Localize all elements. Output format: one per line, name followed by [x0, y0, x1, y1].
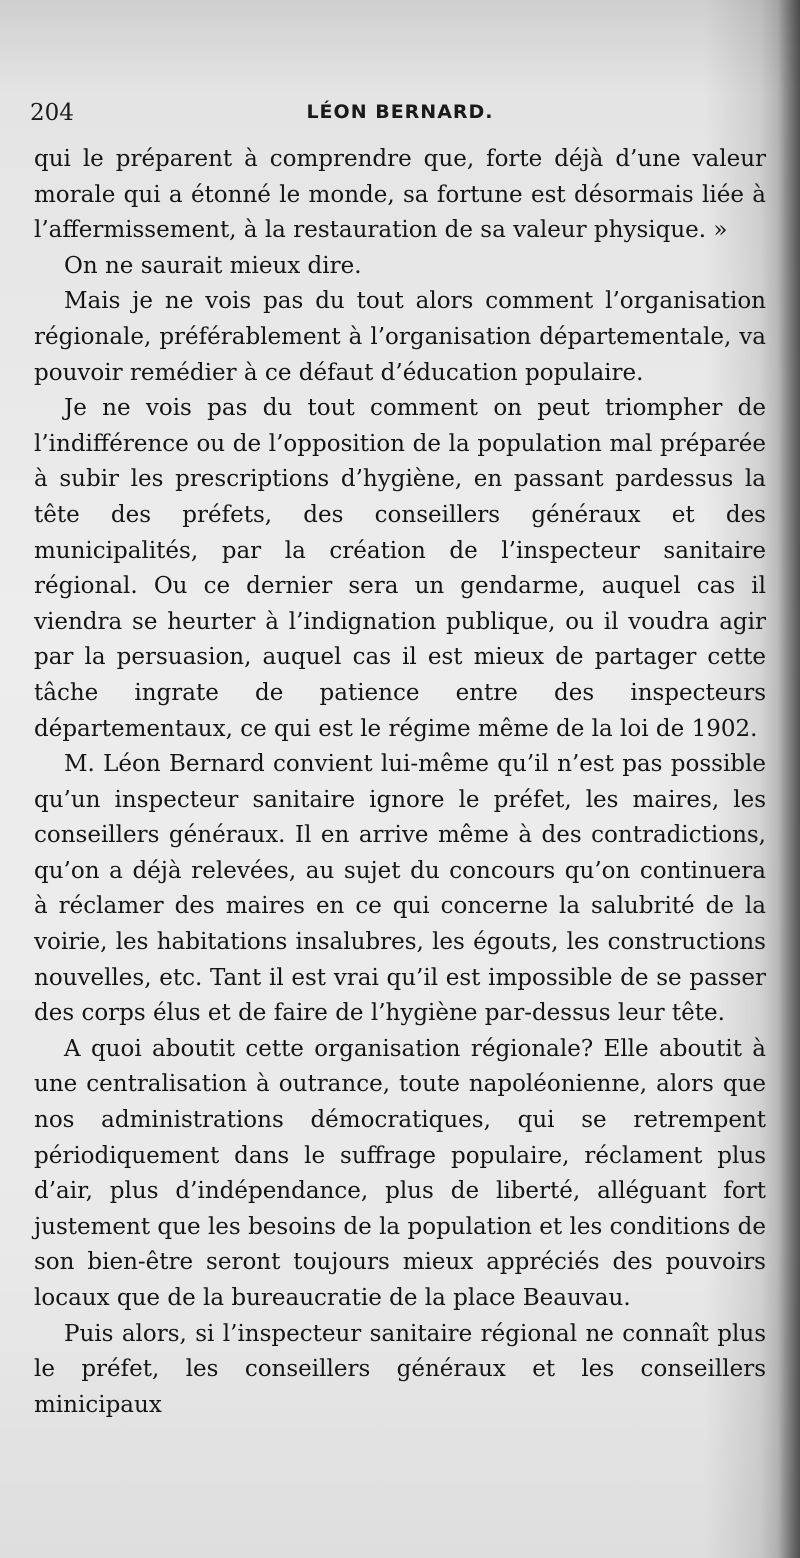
paragraph-continuation: qui le préparent à comprendre que, forte déjà d’une valeur morale qui a étonné le monde, sa fortune est désormais liée à l’affermissement, à la restauration de sa valeur physique. »: [34, 146, 766, 244]
paragraph: M. Léon Bernard convient lui-même qu’il n’est pas possible qu’un inspecteur sanitaire ignore le préfet, les maires, les conseillers généraux. Il en arrive même à des contradictions, qu’on a déjà relevées, au sujet du concours qu’on continuera à réclamer des maires en ce qui concerne la salubrité de la voirie, les habitations insalubres, les égouts, les constructions nouvelles, etc. Tant il est vrai qu’il est impossible de se passer des corps élus et de faire de l’hygiène par-dessus leur tête.: [34, 751, 766, 1027]
page-number: 204: [30, 100, 74, 126]
page-header: [30, 100, 770, 134]
running-head: LÉON BERNARD.: [306, 101, 494, 123]
paragraph: Puis alors, si l’inspecteur sanitaire régional ne connaît plus le préfet, les conseillers généraux et les conseillers minicipaux: [34, 1320, 766, 1418]
body-text: [34, 142, 766, 1423]
paragraph: Je ne vois pas du tout comment on peut triompher de l’indifférence ou de l’opposition de la population mal préparée à subir les prescriptions d’hygiène, en passant pardessus la tête des préfets, des conseillers généraux et des municipalités, par la création de l’inspecteur sanitaire régional. Ou ce dernier sera un gendarme, auquel cas il viendra se heurter à l’indignation publique, ou il voudra agir par la persuasion, auquel cas il est mieux de partager cette tâche ingrate de patience entre des inspecteurs départementaux, ce qui est le régime même de la loi de 1902.: [34, 395, 766, 742]
page-edge-shadow: [778, 0, 800, 1558]
paragraph: A quoi aboutit cette organisation régionale? Elle aboutit à une centralisation à outrance, toute napoléonienne, alors que nos administrations démocratiques, qui se retrempent périodiquement dans le suffrage populaire, réclament plus d’air, plus d’indépendance, plus de liberté, alléguant fort justement que les besoins de la population et les conditions de son bien-être seront toujours mieux appréciés des pouvoirs locaux que de la bureaucratie de la place Beauvau.: [34, 1035, 766, 1311]
paragraph: Mais je ne vois pas du tout alors comment l’organisation régionale, préférablement à l’organisation départementale, va pouvoir remédier à ce défaut d’éducation populaire.: [34, 288, 766, 386]
paragraph: On ne saurait mieux dire.: [64, 252, 362, 279]
